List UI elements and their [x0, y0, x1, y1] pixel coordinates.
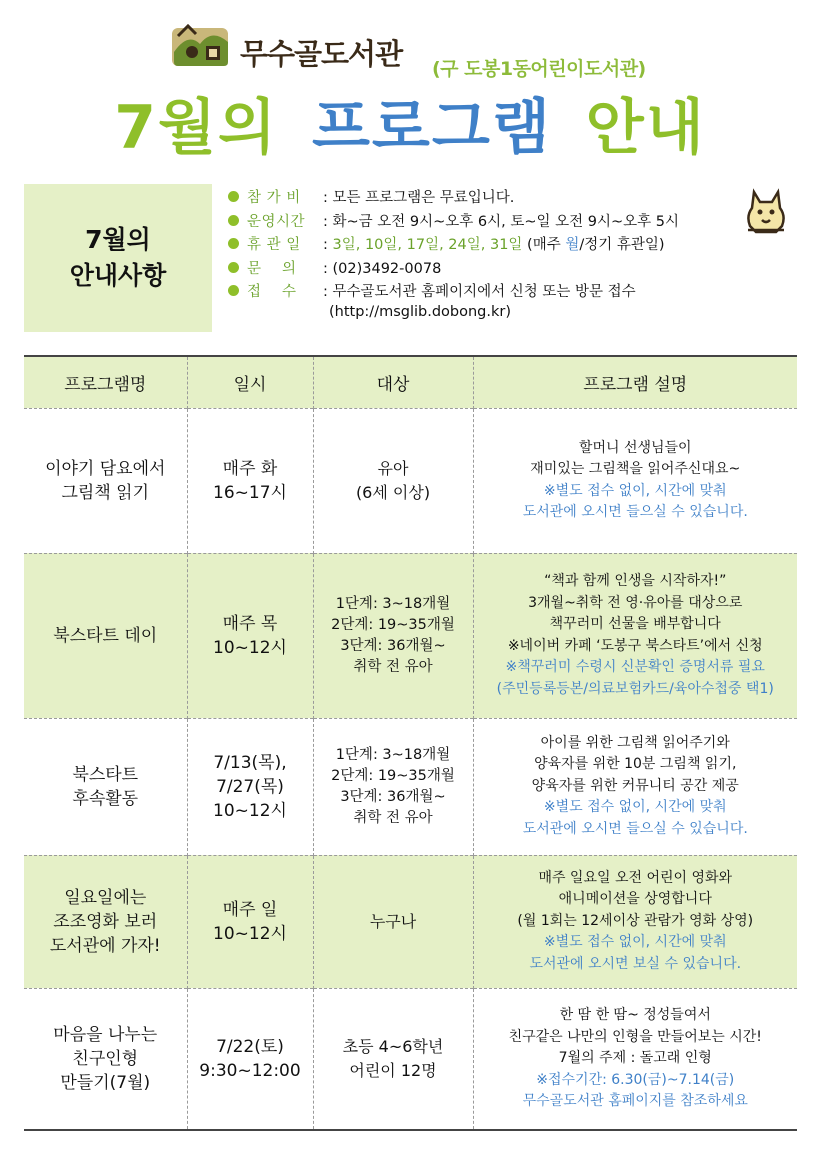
table-row: [24, 855, 797, 988]
dog-mascot-icon: [742, 186, 790, 236]
program-description: [473, 855, 797, 988]
notice-item-contact: [228, 257, 679, 281]
bullet-icon: [228, 262, 239, 273]
program-name-line: 북스타트: [72, 764, 139, 785]
program-name-line: 이야기 담요에서: [45, 458, 166, 479]
program-description-line: ※네이버 카페 ‘도봉구 북스타트’에서 신청: [507, 637, 763, 654]
program-table: [24, 355, 797, 1131]
program-name-line: 일요일에는: [64, 887, 147, 908]
program-target-line: 3단계: 36개월~: [340, 788, 446, 805]
program-target-line: 취학 전 유아: [353, 809, 433, 826]
closed-dates: 3일, 10일, 17일, 24일, 31일: [332, 237, 523, 253]
notice-label: 문 의: [247, 260, 297, 277]
program-description-note-line: ※별도 접수 없이, 시간에 맞춰: [543, 482, 727, 499]
program-description-line: 매주 일요일 오전 어린이 영화와: [538, 869, 733, 886]
notice-item-closed: [228, 233, 679, 257]
program-date-line: 10~12시: [213, 923, 287, 944]
program-target-line: 1단계: 3~18개월: [335, 595, 451, 612]
program-description-line: 7월의 주제 : 돌고래 인형: [558, 1050, 712, 1066]
program-description-line: 재미있는 그림책을 읽어주신대요~: [530, 461, 741, 477]
program-date: [187, 553, 313, 718]
program-name: [24, 718, 187, 855]
program-date: [187, 855, 313, 988]
col-header-name: 프로그램명: [64, 374, 147, 395]
program-description: [473, 718, 797, 855]
bullet-icon: [228, 215, 239, 226]
program-name-line: 후속활동: [72, 788, 139, 809]
notice-value: : 3일, 10일, 17일, 24일, 31일 (매주 월/정기 휴관일): [323, 237, 665, 253]
program-name-line: 마음을 나누는: [53, 1024, 158, 1045]
col-header-desc: 프로그램 설명: [473, 356, 797, 408]
table-row: [24, 988, 797, 1130]
program-description: [473, 408, 797, 553]
program-date-line: 매주 화: [222, 458, 278, 479]
bullet-icon: [228, 285, 239, 296]
program-description-line: 한 땀 한 땀~ 정성들여서: [559, 1007, 711, 1023]
homepage-link[interactable]: (http://msglib.dobong.kr): [329, 303, 512, 320]
program-date: [187, 718, 313, 855]
program-name: [24, 855, 187, 988]
table-row: [24, 553, 797, 718]
library-logo-icon: [170, 22, 232, 70]
program-description-note-line: 도서관에 오시면 보실 수 있습니다.: [529, 955, 742, 972]
notice-label: 참 가 비: [247, 190, 301, 206]
program-target-line: 누구나: [369, 911, 417, 931]
bullet-icon: [228, 191, 239, 202]
program-target: [313, 718, 473, 855]
notice-item-hours: [228, 210, 679, 234]
program-name: [24, 553, 187, 718]
program-name: [24, 988, 187, 1130]
program-description-line: 애니메이션을 상영합니다: [558, 891, 712, 908]
closed-weekday: 월: [565, 237, 580, 253]
program-description-line: (월 1회는 12세이상 관람가 영화 상영): [517, 912, 754, 929]
program-target: [313, 408, 473, 553]
library-former-name: (구 도봉1동어린이도서관): [432, 58, 646, 80]
notice-label: 운영시간: [247, 213, 306, 230]
program-target-line: (6세 이상): [355, 482, 431, 502]
library-name: 무수골도서관: [240, 37, 403, 71]
program-description-line: 양육자를 위한 10분 그림책 읽기,: [534, 756, 737, 773]
program-description-note-line: ※접수기간: 6.30(금)~7.14(금): [536, 1071, 735, 1088]
program-description-line: 책꾸러미 선물을 배부합니다: [549, 616, 721, 632]
notice-label: 휴 관 일: [247, 237, 301, 253]
program-target-line: 3단계: 36개월~: [340, 637, 446, 654]
program-target-line: 2단계: 19~35개월: [331, 767, 455, 784]
program-description-line: “책과 함께 인생을 시작하자!”: [544, 573, 727, 589]
program-description-note-line: ※별도 접수 없이, 시간에 맞춰: [543, 934, 727, 951]
program-description-note-line: (주민등록등본/의료보험카드/육아수첩중 택1): [496, 680, 774, 697]
program-date-line: 16~17시: [213, 482, 287, 503]
program-name-line: 도서관에 가자!: [49, 935, 161, 956]
col-header-target: 대상: [313, 356, 473, 408]
program-target-line: 1단계: 3~18개월: [335, 746, 451, 763]
program-target-line: 어린이 12명: [349, 1060, 437, 1080]
program-description-note-line: 무수골도서관 홈페이지를 참조하세요: [522, 1093, 748, 1109]
program-date: [187, 988, 313, 1130]
title-month: 7월의: [114, 93, 278, 163]
program-target: [313, 553, 473, 718]
program-description-line: 할머니 선생님들이: [578, 439, 692, 456]
program-date-line: 7/27(목): [216, 776, 284, 797]
notice-value: : (02)3492-0078: [323, 260, 442, 277]
program-target: [313, 855, 473, 988]
notice-info-list: [228, 186, 679, 327]
notice-value: : 화~금 오전 9시~오후 6시, 토~일 오전 9시~오후 5시: [323, 213, 679, 230]
program-date-line: 7/13(목),: [213, 752, 287, 773]
notice-url-row: [228, 304, 679, 328]
program-name-line: 조조영화 보러: [53, 911, 158, 932]
program-name-line: 친구인형: [72, 1048, 139, 1069]
program-description-note-line: 도서관에 오시면 들으실 수 있습니다.: [522, 820, 748, 837]
program-name-line: 만들기(7월): [60, 1072, 151, 1093]
program-name-line: 북스타트 데이: [53, 625, 158, 646]
notice-value: : 모든 프로그램은 무료입니다.: [323, 190, 515, 206]
notice-item-apply: [228, 280, 679, 304]
program-date-line: 9:30~12:00: [199, 1060, 301, 1081]
table-row: [24, 718, 797, 855]
title-program: 프로그램: [311, 93, 552, 163]
col-header-date: 일시: [187, 356, 313, 408]
program-date-line: 매주 일: [222, 899, 278, 920]
program-target-line: 초등 4~6학년: [342, 1036, 444, 1056]
program-description: [473, 553, 797, 718]
program-description-line: 친구같은 나만의 인형을 만들어보는 시간!: [508, 1028, 762, 1045]
bullet-icon: [228, 238, 239, 249]
table-row: [24, 408, 797, 553]
notice-label: 접 수: [247, 284, 297, 300]
program-name-line: 그림책 읽기: [61, 482, 149, 503]
program-target: [313, 988, 473, 1130]
program-description-note-line: ※별도 접수 없이, 시간에 맞춰: [543, 799, 727, 816]
program-date-line: 10~12시: [213, 637, 287, 658]
notice-value: : 무수골도서관 홈페이지에서 신청 또는 방문 접수: [323, 284, 636, 300]
notice-box: [24, 184, 212, 332]
program-description: [473, 988, 797, 1130]
program-date-line: 매주 목: [222, 613, 278, 634]
program-description-line: 3개월~취학 전 영·유아를 대상으로: [528, 594, 743, 611]
page-title: [0, 80, 820, 166]
program-date: [187, 408, 313, 553]
program-description-line: 양육자를 위한 커뮤니티 공간 제공: [531, 777, 739, 794]
program-description-note-line: ※책꾸러미 수령시 신분확인 증명서류 필요: [505, 659, 765, 675]
program-target-line: 유아: [377, 458, 409, 478]
program-target-line: 2단계: 19~35개월: [331, 616, 455, 633]
program-name: [24, 408, 187, 553]
notice-box-title-line2: 안내사항: [69, 261, 167, 290]
program-date-line: 7/22(토): [216, 1036, 284, 1057]
title-guide: 안내: [585, 93, 706, 163]
table-header-row: [24, 356, 797, 408]
program-date-line: 10~12시: [213, 800, 287, 821]
program-description-line: 아이를 위한 그림책 읽어주기와: [540, 734, 730, 751]
program-description-note-line: 도서관에 오시면 들으실 수 있습니다.: [522, 504, 748, 520]
program-target-line: 취학 전 유아: [353, 658, 433, 675]
notice-item-fee: [228, 186, 679, 210]
notice-box-title-line1: 7월의: [85, 225, 151, 254]
